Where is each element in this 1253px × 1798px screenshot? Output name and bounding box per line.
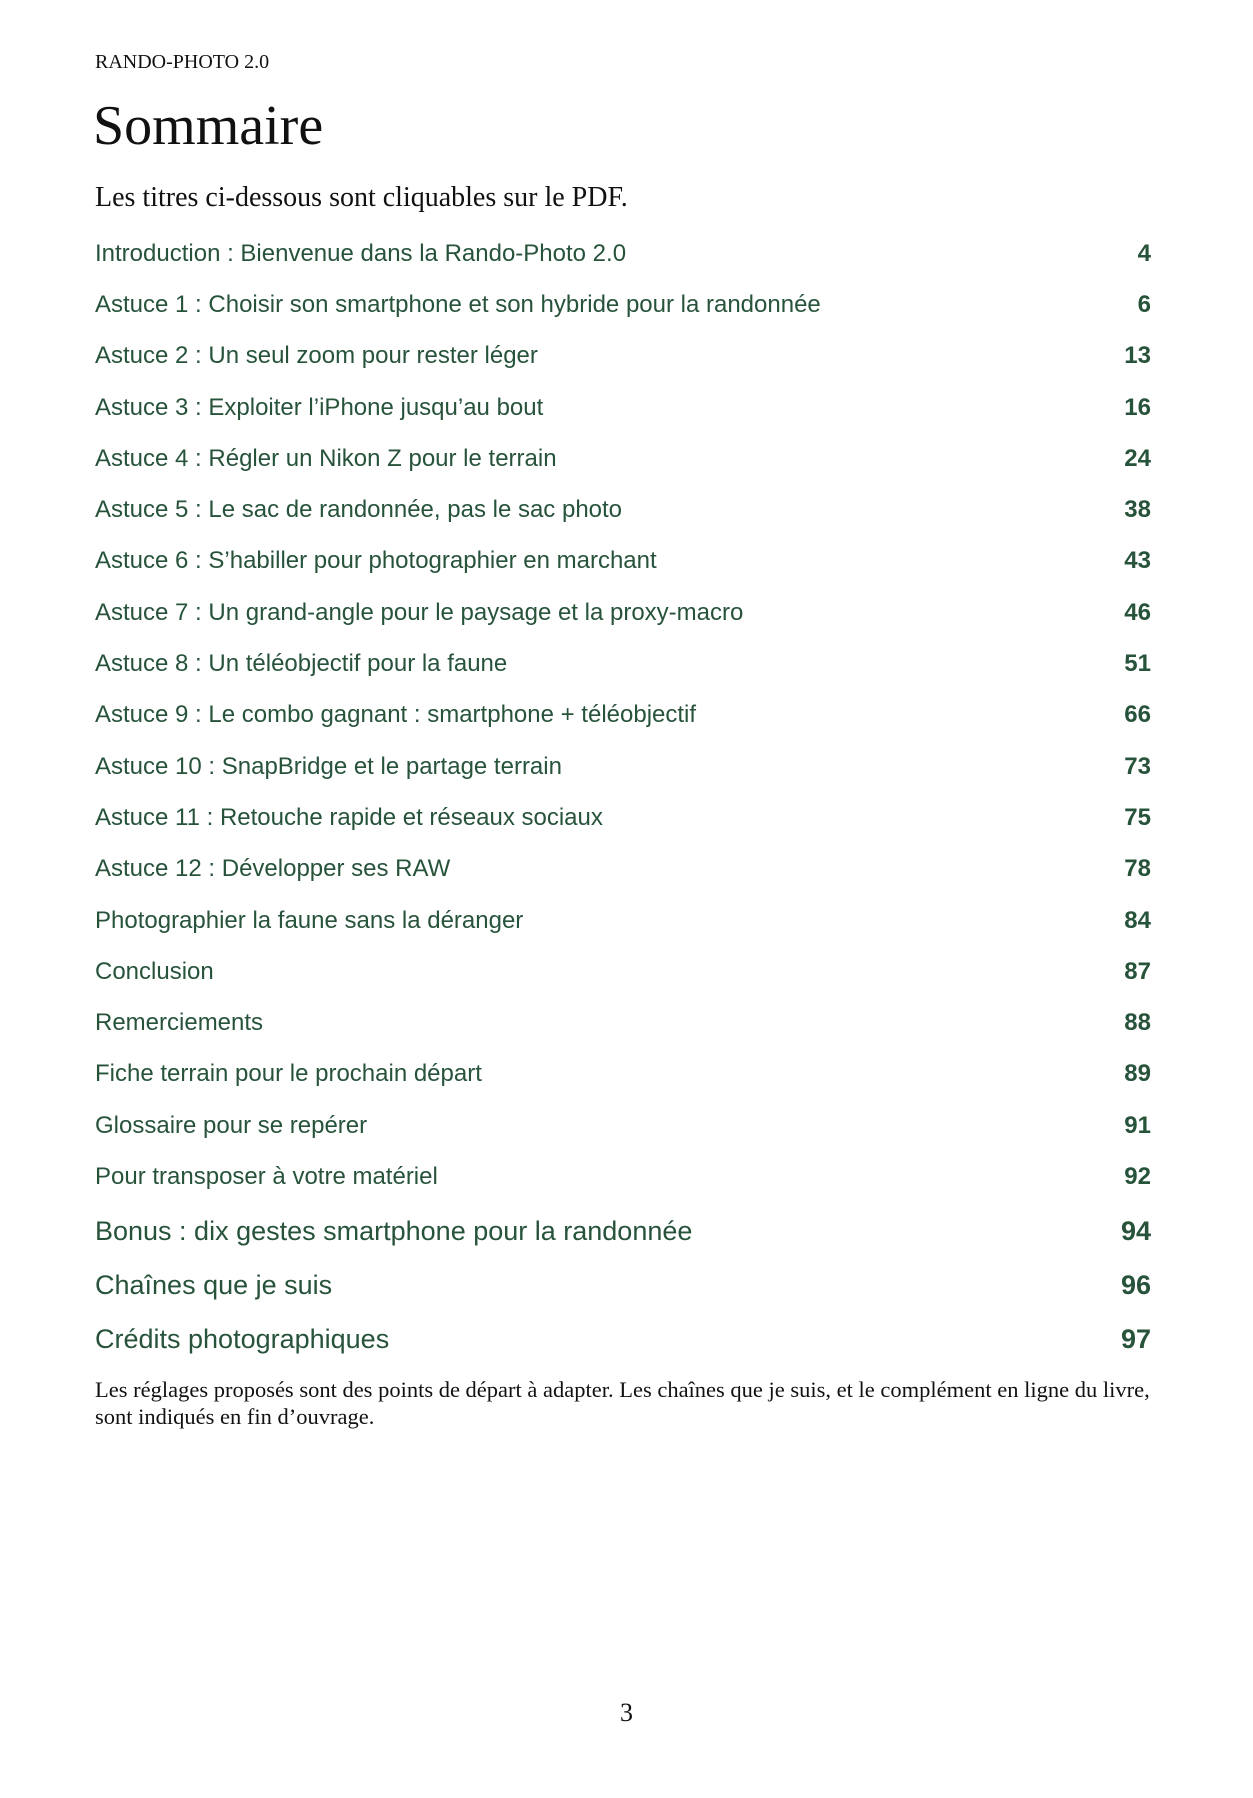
toc-entry-title[interactable]: Astuce 1 : Choisir son smartphone et son hybride pour la randonnée — [95, 290, 821, 318]
toc-entry-bonus[interactable] — [95, 1205, 1151, 1259]
page-title: Sommaire — [93, 95, 324, 157]
toc-entry-title[interactable]: Fiche terrain pour le prochain départ — [95, 1060, 482, 1088]
toc-entry-title[interactable]: Astuce 5 : Le sac de randonnée, pas le sac photo — [95, 496, 623, 524]
toc-entry-title[interactable]: Glossaire pour se repérer — [95, 1111, 368, 1139]
toc-entry-title[interactable]: Astuce 12 : Développer ses RAW — [95, 855, 451, 883]
toc-entry-astuce-8[interactable] — [95, 638, 1151, 689]
toc-entry-chaines[interactable] — [95, 1259, 1151, 1313]
toc-entry-fiche-terrain[interactable] — [95, 1049, 1151, 1100]
toc-entry-page-number[interactable]: 66 — [1124, 701, 1151, 729]
toc-entry-astuce-12[interactable] — [95, 844, 1151, 895]
toc-entry-page-number[interactable]: 92 — [1124, 1162, 1151, 1190]
toc-entry-page-number[interactable]: 94 — [1120, 1216, 1151, 1247]
toc-entry-astuce-2[interactable] — [95, 331, 1151, 382]
toc-entry-astuce-4[interactable] — [95, 433, 1151, 484]
toc-entry-page-number[interactable]: 96 — [1120, 1270, 1151, 1301]
toc-entry-page-number[interactable]: 87 — [1124, 957, 1151, 985]
toc-entry-title[interactable]: Astuce 11 : Retouche rapide et réseaux sociaux — [95, 803, 603, 831]
toc-entry-page-number[interactable]: 84 — [1124, 906, 1151, 934]
toc-entry-title[interactable]: Astuce 4 : Régler un Nikon Z pour le terrain — [95, 444, 557, 472]
toc-entry-astuce-9[interactable] — [95, 690, 1151, 741]
toc-entry-title[interactable]: Photographier la faune sans la déranger — [95, 906, 524, 934]
toc-entry-page-number[interactable]: 43 — [1124, 547, 1151, 575]
toc-entry-astuce-1[interactable] — [95, 279, 1151, 330]
toc-entry-credits[interactable] — [95, 1313, 1151, 1367]
toc-entry-introduction[interactable] — [95, 228, 1151, 279]
toc-entry-page-number[interactable]: 88 — [1124, 1009, 1151, 1037]
toc-entry-faune[interactable] — [95, 895, 1151, 946]
toc-entry-astuce-3[interactable] — [95, 382, 1151, 433]
toc-entry-title[interactable]: Astuce 2 : Un seul zoom pour rester léger — [95, 342, 538, 370]
toc-entry-glossaire[interactable] — [95, 1100, 1151, 1151]
toc-entry-astuce-7[interactable] — [95, 587, 1151, 638]
toc-entry-page-number[interactable]: 97 — [1120, 1324, 1151, 1355]
toc-entry-page-number[interactable]: 51 — [1124, 650, 1151, 678]
toc-entry-page-number[interactable]: 91 — [1124, 1111, 1151, 1139]
toc-entry-page-number[interactable]: 13 — [1124, 342, 1151, 370]
toc-entry-page-number[interactable]: 38 — [1124, 496, 1151, 524]
toc-entry-title[interactable]: Astuce 9 : Le combo gagnant : smartphone + téléobjectif — [95, 701, 697, 729]
toc-entry-page-number[interactable]: 24 — [1124, 444, 1151, 472]
toc-entry-page-number[interactable]: 75 — [1124, 803, 1151, 831]
table-of-contents — [95, 228, 1151, 1367]
toc-entry-title[interactable]: Pour transposer à votre matériel — [95, 1162, 438, 1190]
toc-entry-remerciements[interactable] — [95, 997, 1151, 1048]
toc-entry-title[interactable]: Bonus : dix gestes smartphone pour la randonnée — [95, 1216, 693, 1247]
toc-entry-page-number[interactable]: 4 — [1137, 239, 1151, 267]
toc-entry-title[interactable]: Astuce 3 : Exploiter l’iPhone jusqu’au bout — [95, 393, 544, 421]
settings-note: Les réglages proposés sont des points de départ à adapter. Les chaînes que je suis, et le complément en ligne du livre, sont indiqués en fin d’ouvrage. — [95, 1377, 1150, 1429]
toc-entry-title[interactable]: Conclusion — [95, 957, 214, 985]
toc-entry-astuce-10[interactable] — [95, 741, 1151, 792]
toc-entry-title[interactable]: Chaînes que je suis — [95, 1270, 333, 1301]
toc-entry-conclusion[interactable] — [95, 946, 1151, 997]
toc-entry-page-number[interactable]: 78 — [1124, 855, 1151, 883]
toc-entry-title[interactable]: Crédits photographiques — [95, 1324, 390, 1355]
toc-entry-astuce-6[interactable] — [95, 536, 1151, 587]
toc-entry-title[interactable]: Astuce 7 : Un grand-angle pour le paysage et la proxy-macro — [95, 598, 744, 626]
toc-entry-page-number[interactable]: 73 — [1124, 752, 1151, 780]
toc-entry-page-number[interactable]: 6 — [1137, 290, 1151, 318]
toc-entry-title[interactable]: Remerciements — [95, 1009, 264, 1037]
toc-entry-title[interactable]: Astuce 8 : Un téléobjectif pour la faune — [95, 650, 508, 678]
toc-entry-page-number[interactable]: 16 — [1124, 393, 1151, 421]
toc-entry-title[interactable]: Astuce 10 : SnapBridge et le partage terrain — [95, 752, 562, 780]
page-number: 3 — [620, 1698, 633, 1727]
toc-entry-title[interactable]: Introduction : Bienvenue dans la Rando-Photo 2.0 — [95, 239, 627, 267]
toc-entry-page-number[interactable]: 46 — [1124, 598, 1151, 626]
toc-entry-transposer[interactable] — [95, 1151, 1151, 1202]
toc-entry-page-number[interactable]: 89 — [1124, 1060, 1151, 1088]
running-header: RANDO-PHOTO 2.0 — [95, 51, 270, 73]
toc-subtitle: Les titres ci-dessous sont cliquables sur le PDF. — [95, 182, 628, 213]
toc-entry-title[interactable]: Astuce 6 : S’habiller pour photographier en marchant — [95, 547, 657, 575]
toc-entry-astuce-11[interactable] — [95, 792, 1151, 843]
toc-entry-astuce-5[interactable] — [95, 484, 1151, 535]
